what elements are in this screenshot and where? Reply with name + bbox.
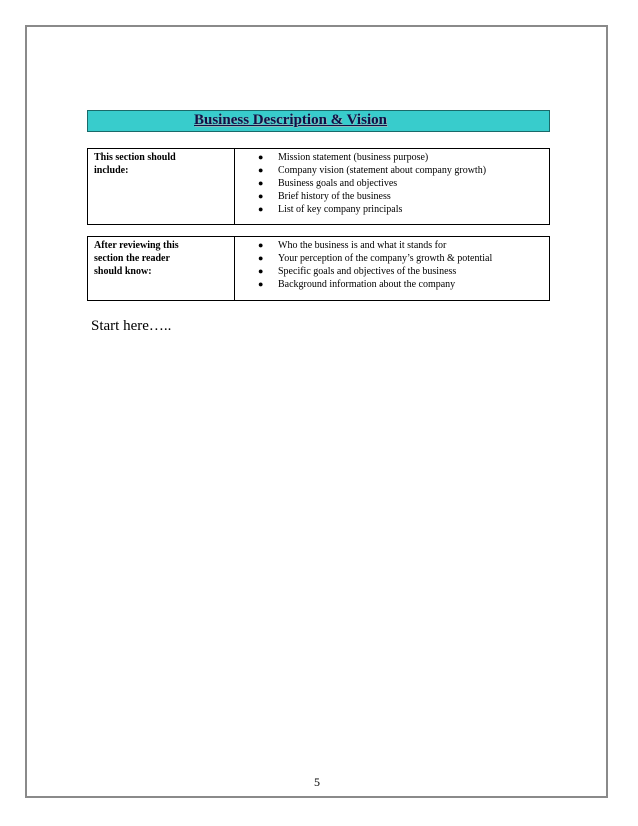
- bullet-icon: ●: [258, 204, 264, 214]
- bullet-icon: ●: [258, 152, 264, 162]
- info-table-include: [87, 148, 550, 225]
- bullet-list: [258, 239, 492, 291]
- bullet-icon: ●: [258, 253, 264, 263]
- table-label-line: should know:: [94, 266, 152, 277]
- list-item-text: Company vision (statement about company growth): [278, 165, 487, 176]
- bullet-icon: ●: [258, 279, 264, 289]
- column-divider: [234, 149, 235, 224]
- list-item: [258, 265, 492, 278]
- list-item-text: Mission statement (business purpose): [278, 152, 429, 163]
- list-item: [258, 190, 486, 203]
- bullet-icon: ●: [258, 266, 264, 276]
- list-item-text: Brief history of the business: [278, 191, 391, 202]
- bullet-list: [258, 151, 486, 216]
- list-item-text: Background information about the company: [278, 279, 456, 290]
- table-label-line: This section should: [94, 152, 176, 163]
- list-item: [258, 177, 486, 190]
- bullet-icon: ●: [258, 240, 264, 250]
- list-item: [258, 164, 486, 177]
- list-item: [258, 151, 486, 164]
- table-label-line: include:: [94, 165, 129, 176]
- list-item-text: Business goals and objectives: [278, 178, 398, 189]
- list-item-text: Who the business is and what it stands for: [278, 240, 447, 251]
- table-label: [94, 151, 224, 177]
- list-item: [258, 203, 486, 216]
- table-label: [94, 239, 224, 278]
- table-label-line: section the reader: [94, 253, 170, 264]
- column-divider: [234, 237, 235, 300]
- section-title: Business Description & Vision: [194, 112, 387, 128]
- page-border: [25, 25, 608, 798]
- section-title-bar: [87, 110, 550, 132]
- start-here-text[interactable]: Start here…..: [91, 318, 172, 334]
- list-item-text: List of key company principals: [278, 204, 403, 215]
- list-item: [258, 239, 492, 252]
- bullet-icon: ●: [258, 178, 264, 188]
- info-table-reader-should-know: [87, 236, 550, 301]
- list-item: [258, 278, 492, 291]
- bullet-icon: ●: [258, 191, 264, 201]
- page-number: 5: [314, 775, 320, 789]
- list-item-text: Specific goals and objectives of the business: [278, 266, 457, 277]
- bullet-icon: ●: [258, 165, 264, 175]
- list-item: [258, 252, 492, 265]
- list-item-text: Your perception of the company’s growth & potential: [278, 253, 493, 264]
- table-label-line: After reviewing this: [94, 240, 179, 251]
